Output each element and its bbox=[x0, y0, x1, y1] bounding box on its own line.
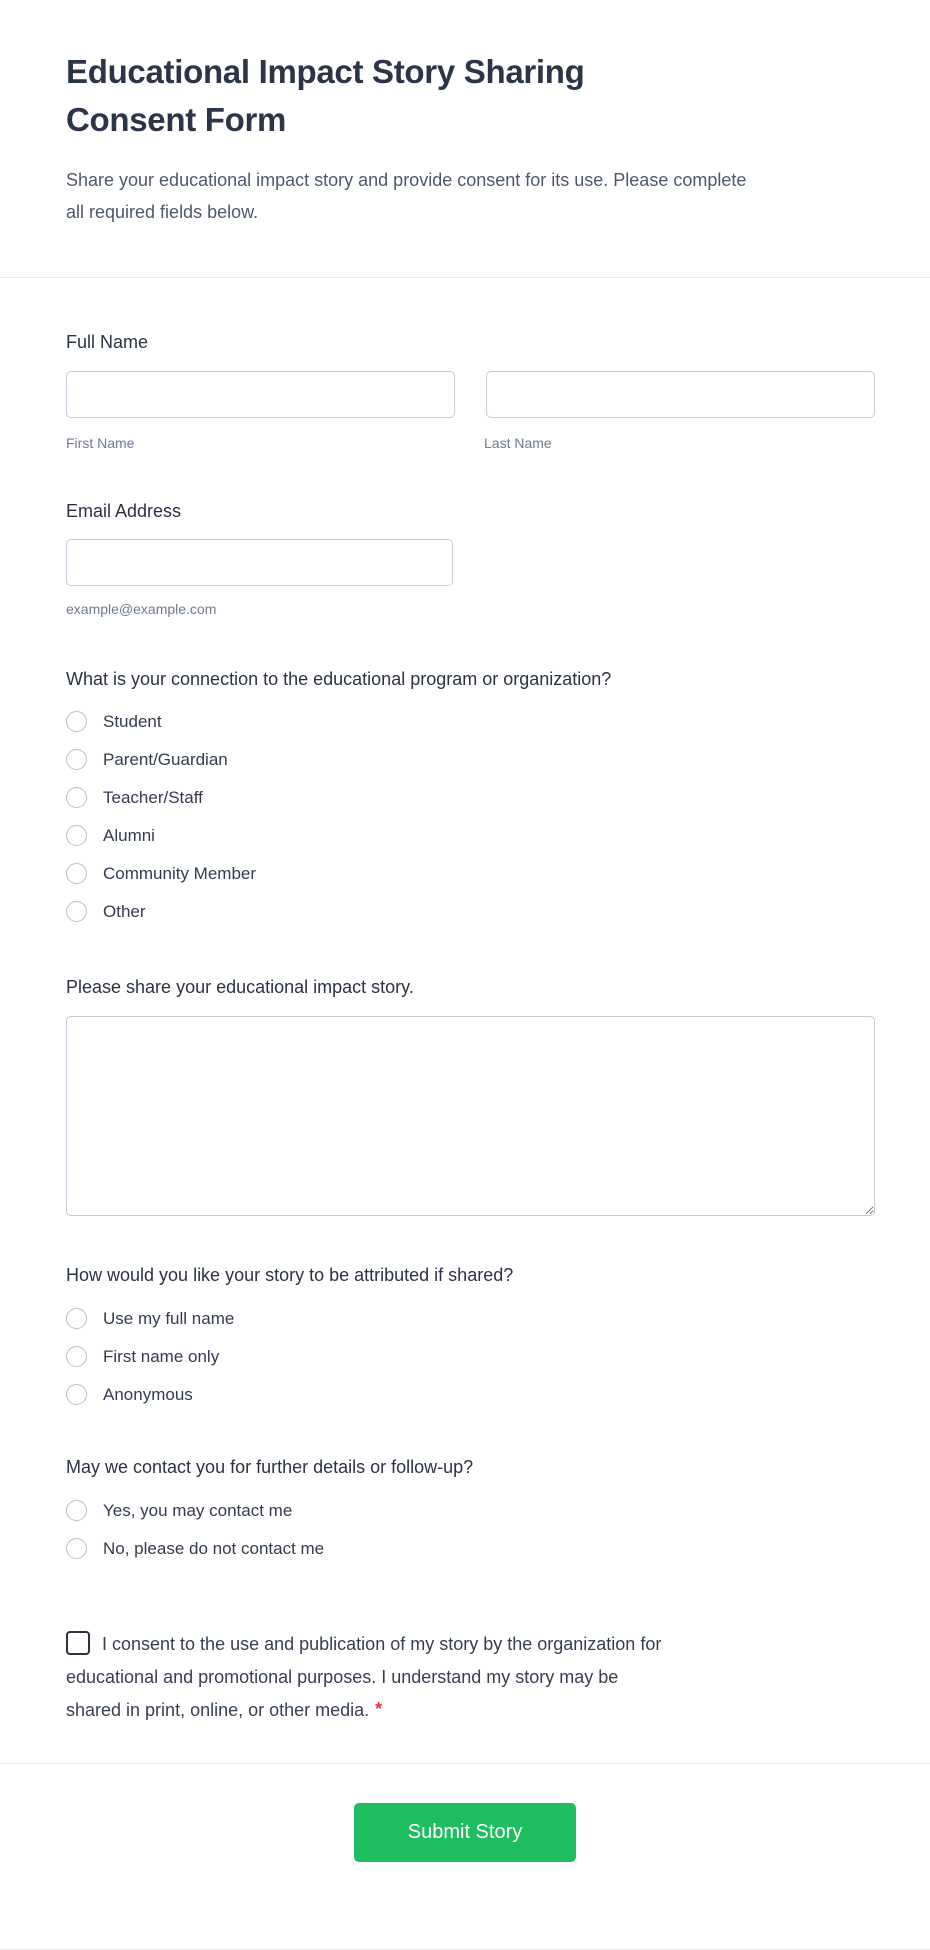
email-input[interactable] bbox=[66, 539, 453, 586]
full-name-row bbox=[66, 371, 875, 418]
contact-question-label: May we contact you for further details or follow-up? bbox=[66, 1457, 474, 1477]
radio-icon[interactable] bbox=[66, 1308, 87, 1329]
form-footer bbox=[0, 1803, 930, 1950]
radio-option-contact-yes[interactable] bbox=[66, 1491, 875, 1529]
radio-option-community-member[interactable] bbox=[66, 854, 875, 892]
consent-text-line2: educational and promotional purposes. I understand my story may be bbox=[66, 1667, 619, 1687]
radio-icon[interactable] bbox=[66, 1500, 87, 1521]
full-name-sublabels bbox=[66, 434, 875, 452]
contact-radio-group bbox=[66, 1491, 875, 1567]
radio-option-label: Other bbox=[103, 901, 146, 921]
radio-option-label: Parent/Guardian bbox=[103, 749, 228, 769]
page-title: Educational Impact Story Sharing Consent Form bbox=[66, 53, 585, 138]
radio-icon[interactable] bbox=[66, 901, 87, 922]
connection-question-label: What is your connection to the educational program or organization? bbox=[66, 669, 612, 689]
radio-icon[interactable] bbox=[66, 1384, 87, 1405]
radio-option-parent-guardian[interactable] bbox=[66, 740, 875, 778]
page-subtitle: Share your educational impact story and provide consent for its use. Please complete all required fields below. bbox=[66, 170, 747, 222]
radio-option-teacher-staff[interactable] bbox=[66, 778, 875, 816]
radio-option-label: Use my full name bbox=[103, 1308, 235, 1328]
radio-icon[interactable] bbox=[66, 863, 87, 884]
radio-option-anonymous[interactable] bbox=[66, 1375, 875, 1413]
radio-option-other[interactable] bbox=[66, 892, 875, 930]
consent-checkbox[interactable] bbox=[66, 1631, 90, 1655]
connection-radio-group bbox=[66, 702, 875, 930]
radio-option-full-name[interactable] bbox=[66, 1299, 875, 1337]
radio-option-label: Student bbox=[103, 711, 162, 731]
submit-story-button[interactable]: Submit Story bbox=[354, 1803, 576, 1862]
last-name-input[interactable] bbox=[486, 371, 875, 418]
attribution-radio-group bbox=[66, 1299, 875, 1413]
radio-option-label: Community Member bbox=[103, 863, 257, 883]
radio-icon[interactable] bbox=[66, 711, 87, 732]
full-name-label: Full Name bbox=[66, 332, 149, 352]
consent-checkbox-row[interactable] bbox=[66, 1628, 811, 1727]
radio-icon[interactable] bbox=[66, 825, 87, 846]
radio-icon[interactable] bbox=[66, 749, 87, 770]
radio-option-contact-no[interactable] bbox=[66, 1529, 875, 1567]
radio-option-label: First name only bbox=[103, 1346, 220, 1366]
radio-icon[interactable] bbox=[66, 1346, 87, 1367]
last-name-sublabel: Last Name bbox=[484, 435, 552, 451]
story-question-label: Please share your educational impact story. bbox=[66, 977, 414, 997]
radio-option-label: Teacher/Staff bbox=[103, 787, 203, 807]
radio-icon[interactable] bbox=[66, 787, 87, 808]
radio-option-label: Anonymous bbox=[103, 1384, 193, 1404]
radio-option-first-name-only[interactable] bbox=[66, 1337, 875, 1375]
radio-option-alumni[interactable] bbox=[66, 816, 875, 854]
email-label: Email Address bbox=[66, 501, 182, 521]
consent-text-line3: shared in print, online, or other media. bbox=[66, 1700, 370, 1720]
form-body bbox=[0, 278, 930, 1764]
radio-icon[interactable] bbox=[66, 1538, 87, 1559]
email-sublabel: example@example.com bbox=[66, 601, 217, 617]
story-textarea[interactable] bbox=[66, 1016, 875, 1216]
form-header bbox=[0, 0, 930, 278]
radio-option-label: Alumni bbox=[103, 825, 155, 845]
radio-option-label: No, please do not contact me bbox=[103, 1538, 325, 1558]
first-name-input[interactable] bbox=[66, 371, 455, 418]
required-asterisk: * bbox=[375, 1699, 383, 1719]
first-name-sublabel: First Name bbox=[66, 435, 135, 451]
radio-option-student[interactable] bbox=[66, 702, 875, 740]
radio-option-label: Yes, you may contact me bbox=[103, 1500, 293, 1520]
attribution-question-label: How would you like your story to be attributed if shared? bbox=[66, 1265, 514, 1285]
consent-text-line1: I consent to the use and publication of my story by the organization for bbox=[102, 1634, 662, 1654]
